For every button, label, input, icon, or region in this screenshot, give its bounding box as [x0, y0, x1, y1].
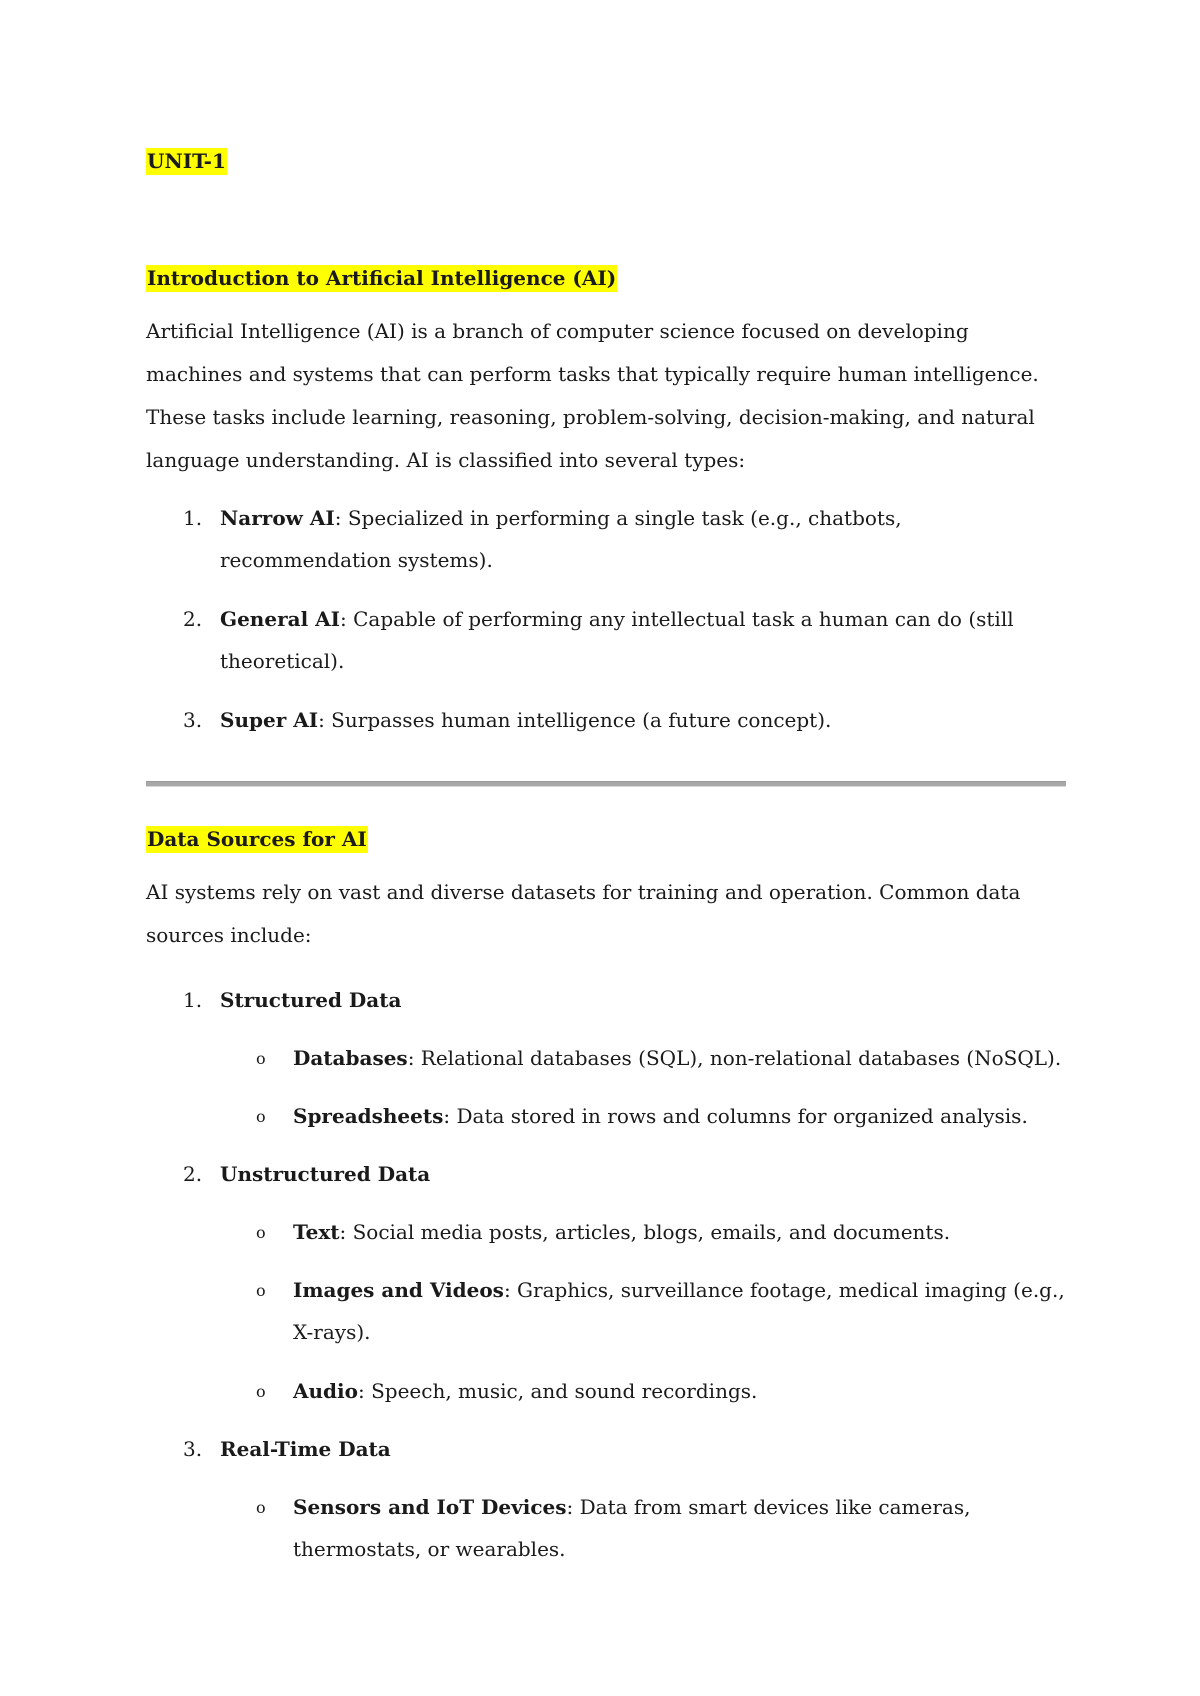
list-item-title: Unstructured Data: [220, 1162, 431, 1186]
list-item-text: [220, 598, 1066, 682]
sub-item-text: [293, 1269, 1066, 1353]
sub-item-text: [146, 1211, 1066, 1253]
sub-item-text: [293, 1095, 1066, 1137]
bullet-o: o: [256, 1107, 266, 1126]
sub-item-term: Sensors and IoT Devices: [293, 1495, 567, 1519]
section-title: Introduction to Artificial Intelligence (AI): [147, 266, 617, 290]
list-item-text: [220, 1153, 1066, 1195]
list-number: 1.: [183, 988, 203, 1012]
sub-item-term: Databases: [293, 1046, 408, 1070]
list-item-super-ai: [146, 699, 1066, 741]
list-item-structured-data: [146, 979, 1066, 1021]
sub-item-spreadsheets: [146, 1095, 1066, 1137]
list-item-term: Super AI: [220, 708, 319, 732]
list-item-title: Real-Time Data: [220, 1437, 391, 1461]
list-item-narrow-ai: [146, 497, 1066, 581]
section-heading-data-sources: [146, 825, 368, 853]
section-title: Data Sources for AI: [147, 827, 367, 851]
bullet-o: o: [256, 1498, 266, 1517]
sub-item-desc: : Social media posts, articles, blogs, emails, and documents.: [339, 1220, 951, 1244]
list-item-desc: : Specialized in performing a single task (e.g., chatbots, recommendation systems).: [220, 506, 902, 572]
bullet-o: o: [256, 1382, 266, 1401]
intro-paragraph: Artificial Intelligence (AI) is a branch of computer science focused on developing machines and systems that can perform tasks that typically require human intelligence. These tasks include learning, reasoning, problem-solving, decision-making, and natural language understanding. AI is classified into several types:: [146, 319, 1039, 472]
sub-item-text: [293, 1037, 1066, 1079]
bullet-o: o: [256, 1223, 266, 1242]
sub-item-databases: [146, 1037, 1066, 1079]
sub-item-desc: : Graphics, surveillance footage, medical imaging (e.g., X-rays).: [293, 1278, 1065, 1344]
sub-item-term: Audio: [293, 1379, 358, 1403]
unit-heading: [146, 147, 227, 175]
sub-item-desc: : Data stored in rows and columns for organized analysis.: [443, 1104, 1028, 1128]
sub-item-sensors-iot: [146, 1486, 1066, 1570]
section-heading-intro-ai: [146, 264, 617, 292]
list-item-text: [220, 1428, 1066, 1470]
bullet-o: o: [256, 1281, 266, 1300]
list-number: 2.: [183, 1162, 203, 1186]
sub-item-text: [293, 1211, 1066, 1253]
list-number: 3.: [183, 1437, 203, 1461]
sub-item-images-videos: [146, 1269, 1066, 1353]
list-item-title: Structured Data: [220, 988, 402, 1012]
sub-item-term: Images and Videos: [293, 1278, 504, 1302]
list-item-general-ai: [146, 598, 1066, 682]
sub-item-text: [293, 1486, 1066, 1570]
list-item-desc: : Surpasses human intelligence (a future concept).: [318, 708, 832, 732]
sub-item-desc: : Data from smart devices like cameras, thermostats, or wearables.: [293, 1495, 971, 1561]
list-item-term: General AI: [220, 607, 340, 631]
horizontal-rule: [146, 781, 1066, 787]
list-number: 2.: [183, 607, 203, 631]
sub-item-desc: : Speech, music, and sound recordings.: [357, 1379, 758, 1403]
list-number: 1.: [183, 506, 203, 530]
sub-item-audio: [146, 1370, 1066, 1412]
list-item-text: [220, 699, 1066, 741]
bullet-o: o: [256, 1049, 266, 1068]
sub-item-term: Text: [293, 1220, 340, 1244]
list-item-text: [220, 497, 1066, 581]
list-number: 3.: [183, 708, 203, 732]
list-item-real-time-data: [146, 1428, 1066, 1470]
sub-item-term: Spreadsheets: [293, 1104, 444, 1128]
sub-item-desc: : Relational databases (SQL), non-relational databases (NoSQL).: [407, 1046, 1062, 1070]
list-item-desc: : Capable of performing any intellectual task a human can do (still theoretical).: [220, 607, 1014, 673]
list-item-term: Narrow AI: [220, 506, 335, 530]
list-item-unstructured-data: [146, 1153, 1066, 1195]
unit-label: UNIT-1: [147, 149, 226, 173]
data-sources-intro: AI systems rely on vast and diverse datasets for training and operation. Common data sources include:: [146, 880, 1021, 947]
sub-item-text: [293, 1370, 1066, 1412]
list-item-text: [220, 979, 1066, 1021]
